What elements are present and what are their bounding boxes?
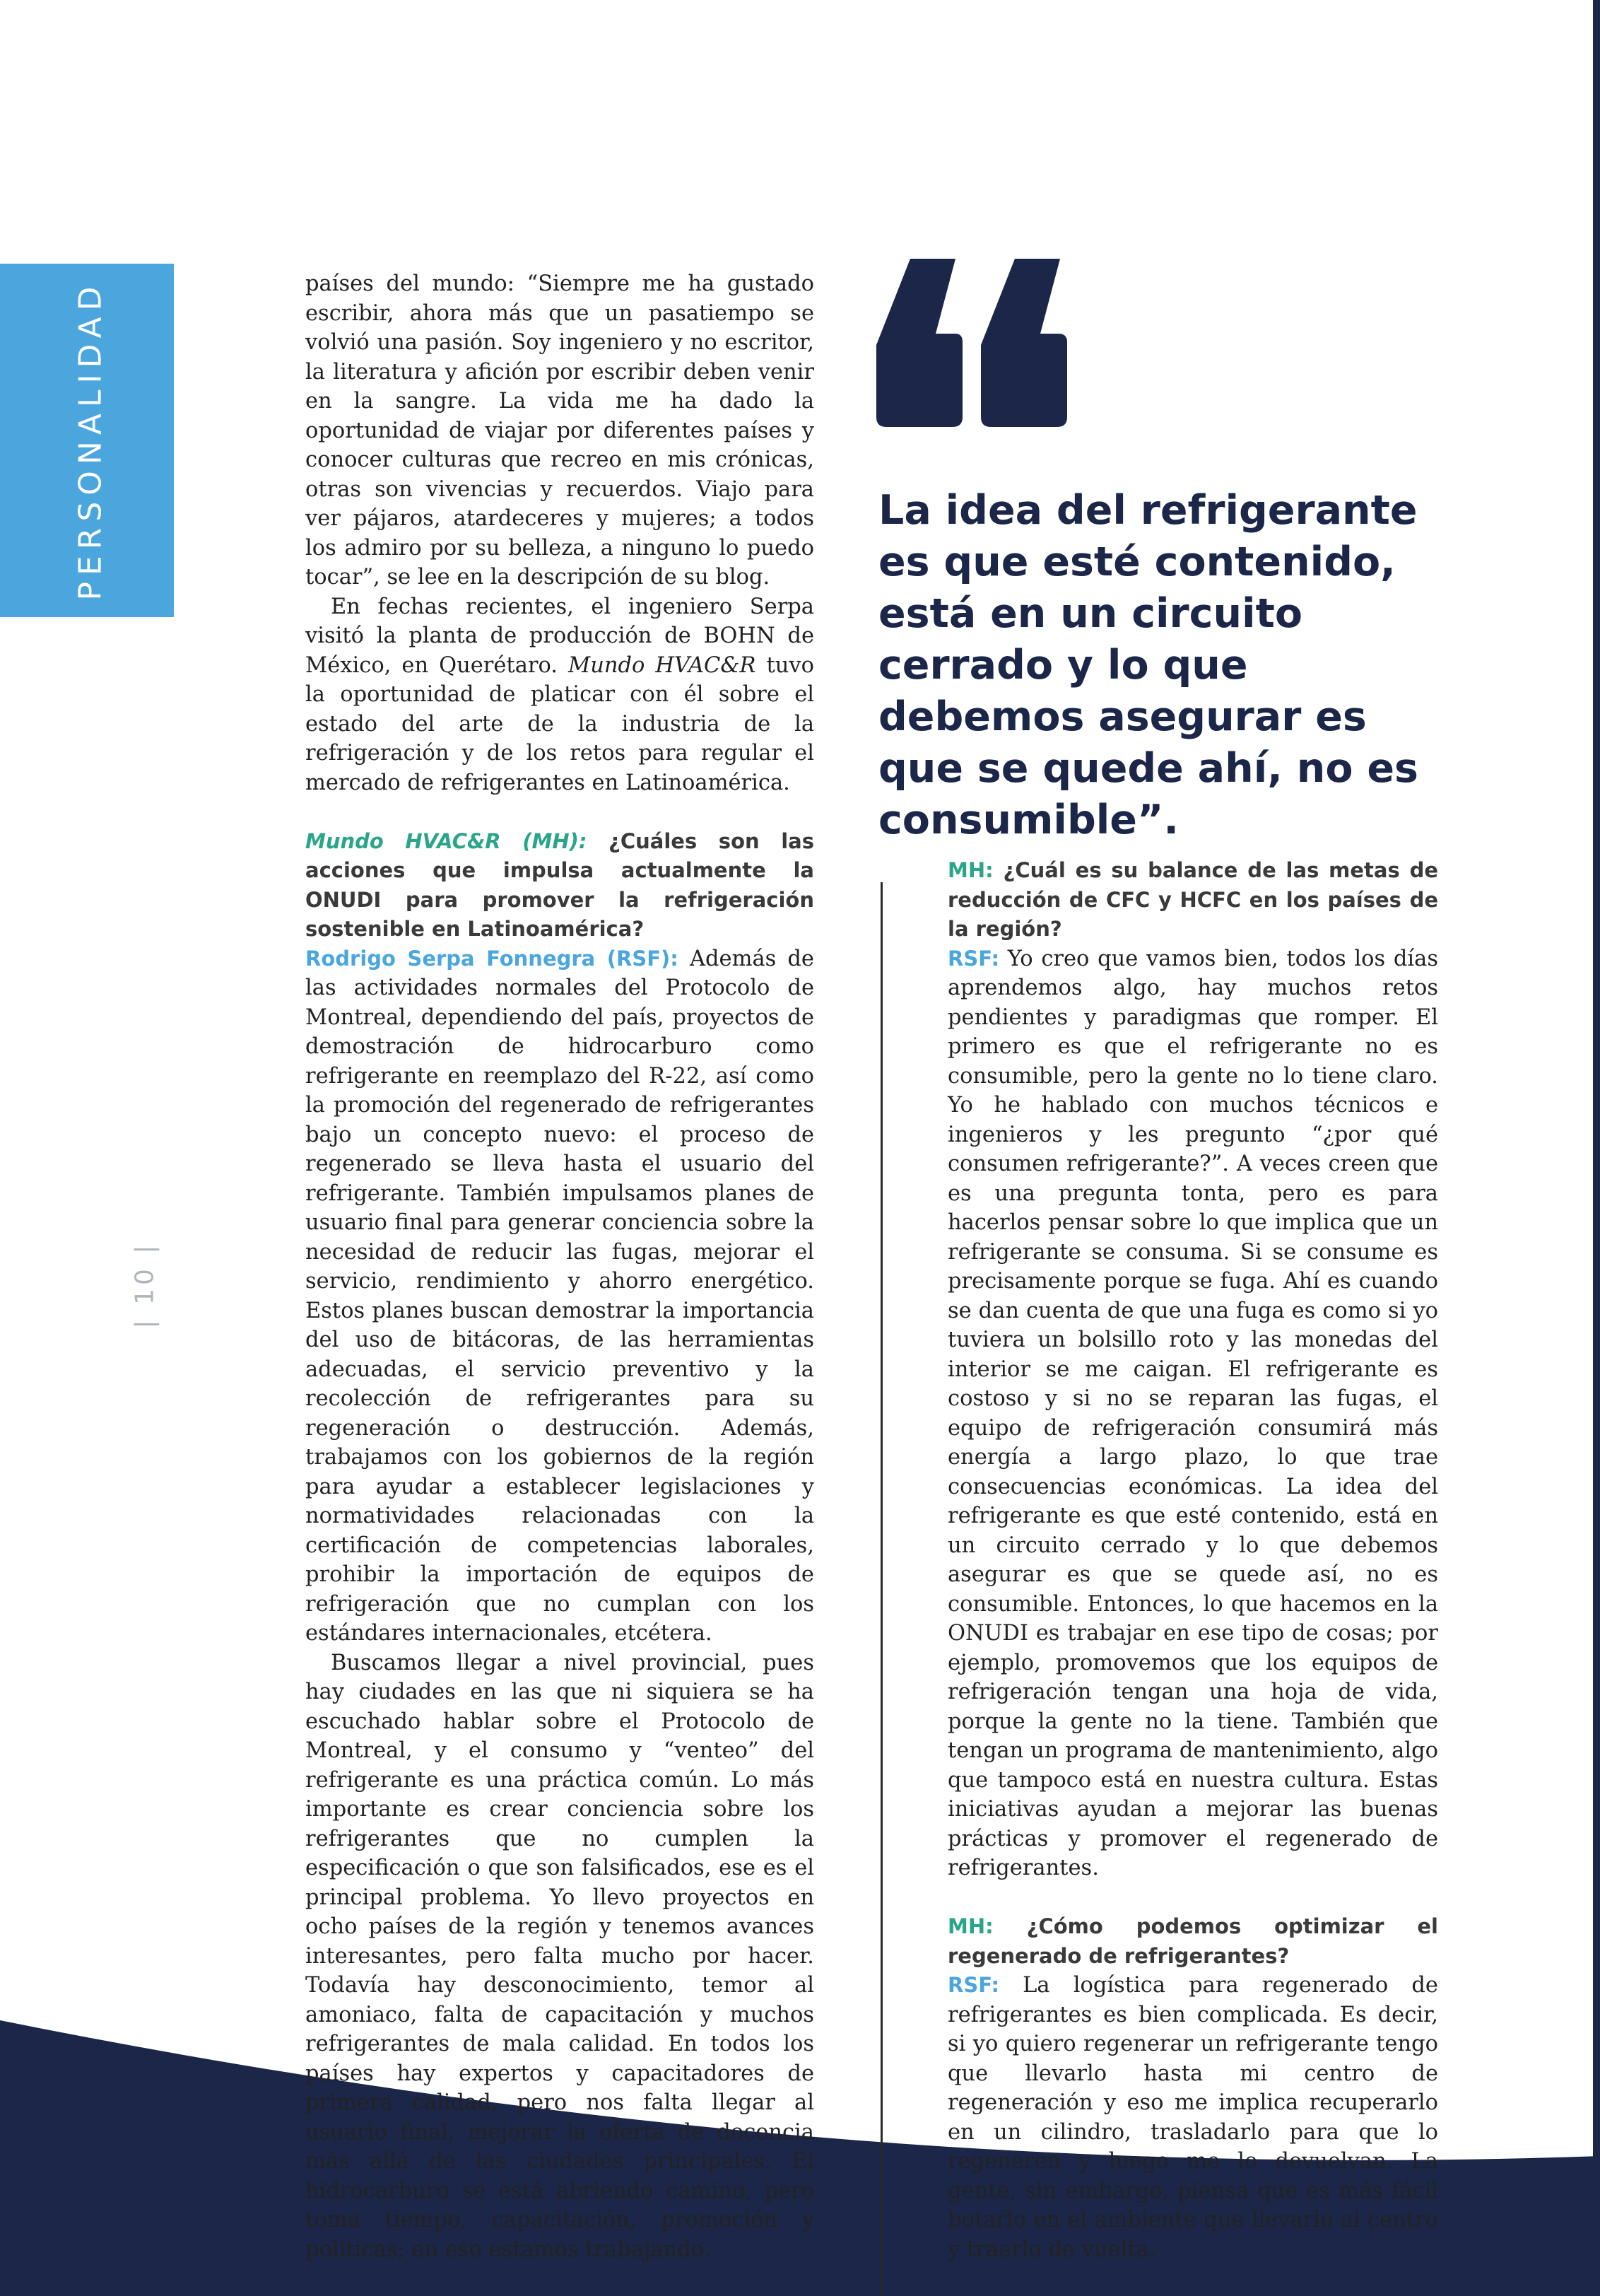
answer-2: RSF: Yo creo que vamos bien, todos los días aprendemos algo, hay muchos retos pendientes y paradigmas que romper. El primero es que el refrigerante no es consumible, pero la gente no lo tiene claro. Yo he hablado con muchos técnicos e ingenieros y les pregunto “¿por qué consumen refrigerante?”. A veces creen que es una pregunta tonta, pero es para hacerlos pensar sobre lo que implica que un refrigerante se consuma. Si se consume es precisamente porque se fuga. Ahí es cuando se dan cuenta de que una fuga es como si yo tuviera un bolsillo roto y las monedas del interior se me caigan. El refrigerante es costoso y si no se reparan las fugas, el equipo de refrigeración consumirá más energía a largo plazo, lo que trae consecuencias económicas. La idea del refrigerante es que esté contenido, está en un circuito cerrado y lo que debemos asegurar es que se quede así, no es consumible. Entonces, lo que hacemos en la ONUDI es trabajar en ese tipo de cosas; por ejemplo, promovemos que los equipos de refrigeración tengan una hoja de vida, porque la gente no la tiene. También que tengan un programa de mantenimiento, algo que tampoco está en nuestra cultura. Estas iniciativas ayudan a mejorar las buenas prácticas y promover el regenerado de refrigerantes. bbox=[948, 946, 1438, 1880]
section-tab-label: PERSONALIDAD bbox=[72, 280, 109, 601]
quote-mark-icon bbox=[876, 254, 1067, 431]
section-tab bbox=[0, 264, 174, 617]
question-3: MH: ¿Cómo podemos optimizar el regenerado de refrigerantes? bbox=[948, 1914, 1438, 1968]
answer-3: RSF: La logística para regenerado de refrigerantes es bien complicada. Es decir, si yo quiero regenerar un refrigerante tengo que llevarlo hasta mi centro de regeneración y eso me implica recuperarlo en un cilindro, trasladarlo para que lo regeneren y luego me lo devuelvan. La gente, sin embargo, piensa que es más fácil botarlo en el ambiente que llevarlo al centro y traerlo de vuelta. bbox=[948, 1973, 1438, 2262]
answer-2-label: RSF: bbox=[948, 946, 1000, 971]
answer-1-label: Rodrigo Serpa Fonnegra (RSF): bbox=[305, 946, 678, 971]
answer-3-label: RSF: bbox=[948, 1973, 1000, 1997]
question-2: MH: ¿Cuál es su balance de las metas de reducción de CFC y HCFC en los países de la región? bbox=[948, 858, 1438, 941]
right-column bbox=[948, 856, 1438, 2264]
question-2-label: MH: bbox=[948, 858, 994, 882]
page-number: | 10 | bbox=[130, 1241, 160, 1329]
answer-1-continued: Buscamos llegar a nivel provincial, pues hay ciudades en las que ni siquiera se ha escuchado hablar sobre el Protocolo de Montreal, y el consumo y “venteo” del refrigerante es una práctica común. Lo más importante es crear conciencia sobre los refrigerantes que no cumplen la especificación o que son falsificados, ese es el principal problema. Yo llevo proyectos en ocho países de la región y tenemos avances interesantes, pero falta mucho por hacer. Todavía hay desconocimiento, temor al amoniaco, falta de capacitación y muchos refrigerantes de mala calidad. En todos los países hay expertos y capacitadores de primera calidad, pero nos falta llegar al usuario final, mejorar la oferta de docencia más allá de las ciudades principales. El hidrocarburo se está abriendo camino, pero toma tiempo, capacitación, promoción y políticas; en eso estamos trabajando. bbox=[305, 1650, 814, 2262]
question-1-label: Mundo HVAC&R bbox=[305, 828, 501, 853]
question-1: Mundo HVAC&R (MH): ¿Cuáles son las acciones que impulsa actualmente la ONUDI para promover la refrigeración sostenible en Latinoamérica? bbox=[305, 828, 814, 941]
visit-paragraph: En fechas recientes, el ingeniero Serpa visitó la planta de producción de BOHN de México, en Querétaro. Mundo HVAC&R tuvo la oportunidad de platicar con él sobre el estado del arte de la industria de la refrigeración y de los retos para regular el mercado de refrigerantes en Latinoamérica. bbox=[305, 594, 814, 795]
left-column bbox=[305, 269, 814, 2264]
question-3-label: MH: bbox=[948, 1914, 994, 1938]
page-edge-bar bbox=[1593, 0, 1600, 2296]
pull-quote: La idea del refrigerante es que esté contenido, está en un circuito cerrado y lo que debemos asegurar es que se quede ahí, no es consumible”. bbox=[878, 487, 1418, 843]
column-divider bbox=[881, 882, 883, 2296]
answer-1: Rodrigo Serpa Fonnegra (RSF): Además de las actividades normales del Protocolo de Montreal, dependiendo del país, proyectos de demostración de hidrocarburo como refrigerante en reemplazo del R-22, así como la promoción del regenerado de refrigerantes bajo un concepto nuevo: el proceso de regenerado se lleva hasta el usuario del refrigerante. También impulsamos planes de usuario final para generar conciencia sobre la necesidad de reducir las fugas, mejorar el servicio, rendimiento y ahorro energético. Estos planes buscan demostrar la importancia del uso de bitácoras, de las herramientas adecuadas, el servicio preventivo y la recolección de refrigerantes para su regeneración o destrucción. Además, trabajamos con los gobiernos de la región para ayudar a establecer legislaciones y normatividades relacionadas con la certificación de competencias laborales, prohibir la importación de equipos de refrigeración que no cumplan con los estándares internacionales, etcétera. bbox=[305, 946, 814, 1646]
intro-paragraph: países del mundo: “Siempre me ha gustado escribir, ahora más que un pasatiempo se volvió una pasión. Soy ingeniero y no escritor, la literatura y afición por escribir deben venir en la sangre. La vida me ha dado la oportunidad de viajar por diferentes países y conocer culturas que recreo en mis crónicas, otras son vivencias y recuerdos. Viajo para ver pájaros, atardeceres y mujeres; a todos los admiro por su belleza, a ninguno lo puedo tocar”, se lee en la descripción de su blog. bbox=[305, 271, 814, 590]
magazine-name: Mundo HVAC&R bbox=[568, 652, 756, 678]
